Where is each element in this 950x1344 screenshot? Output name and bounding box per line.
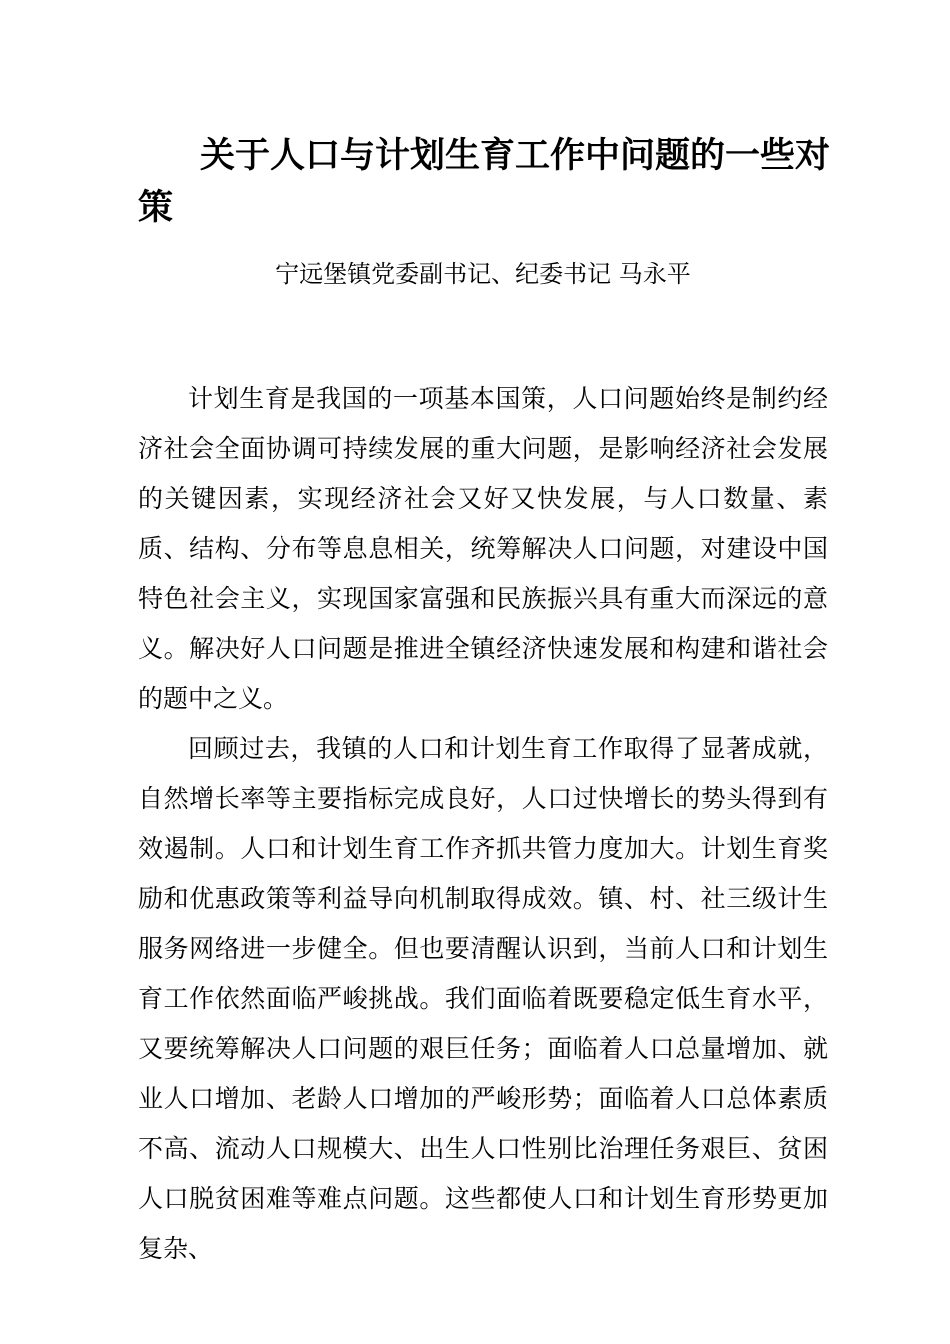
- author-byline: 宁远堡镇党委副书记、纪委书记 马永平: [275, 260, 691, 288]
- paragraph: 回顾过去，我镇的人口和计划生育工作取得了显著成就，自然增长率等主要指标完成良好，人口过快增长的势头得到有效遏制。人口和计划生育工作齐抓共管力度加大。计划生育奖励和优惠政策等利益导向机制取得成效。镇、村、社三级计生服务网络进一步健全。但也要清醒认识到，当前人口和计划生育工作依然面临严峻挑战。我们面临着既要稳定低生育水平，又要统筹解决人口问题的艰巨任务；面临着人口总量增加、就业人口增加、老龄人口增加的严峻形势；面临着人口总体素质不高、流动人口规模大、出生人口性别比治理任务艰巨、贫困人口脱贫困难等难点问题。这些都使人口和计划生育形势更加复杂、: [138, 734, 828, 1263]
- document-title: 关于人口与计划生育工作中问题的一些对策: [138, 135, 831, 228]
- paragraph: 计划生育是我国的一项基本国策，人口问题始终是制约经济社会全面协调可持续发展的重大问题，是影响经济社会发展的关键因素，实现经济社会又好又快发展，与人口数量、素质、结构、分布等息息相关，统筹解决人口问题，对建设中国特色社会主义，实现国家富强和民族振兴具有重大而深远的意义。解决好人口问题是推进全镇经济快速发展和构建和谐社会的题中之义。: [138, 384, 828, 713]
- document-body: [138, 374, 828, 1274]
